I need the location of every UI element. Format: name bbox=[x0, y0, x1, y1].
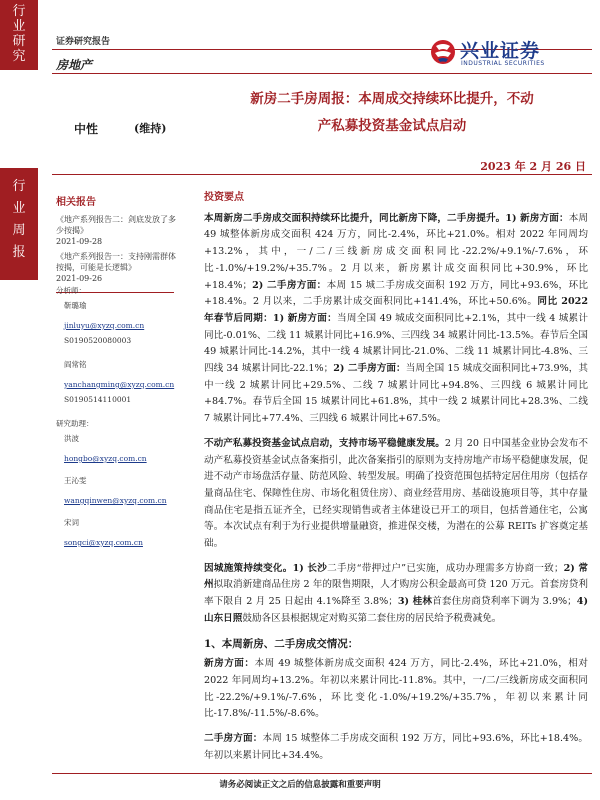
assistant-entry bbox=[56, 475, 176, 505]
footer-divider bbox=[52, 773, 592, 774]
analyst-license: S0190520080003 bbox=[64, 336, 132, 345]
paragraph-second-hand: 二手房方面：本周 15 城整体二手房成交面积 192 万方，同比+93.6%，环比+18.4%。年初以来累计同比+34.4%。 bbox=[204, 733, 589, 761]
assistant-name: 洪波 bbox=[64, 434, 79, 443]
related-report-text: 《地产系列报告一：支持刚需群体按揭，可能是长逻辑》 bbox=[56, 252, 176, 272]
paragraph-policy: 因城施策持续变化。1) 长沙二手房“带押过户”已实施，成功办理需多方协商一致；2) 常州拟取消新建商品住房 2 年的限售期限，人才购房公积金最高可贷 120 万元。首套房贷利率下限自 2 月 25 日起由 4.1%降至 3.8%；3) 桂林首套住房商贷利率下调为 3.9%；4) 山东日照鼓励各区县根据规定对购买第二套住房的居民给予税费减免。 bbox=[204, 562, 589, 624]
assistant-email-link[interactable]: hongbo@xyzq.com.cn bbox=[64, 454, 147, 463]
assistant-email-link[interactable]: songci@xyzq.com.cn bbox=[64, 538, 143, 547]
title-divider bbox=[52, 174, 592, 175]
analyst-email-link[interactable]: yanchangming@xyzq.com.cn bbox=[64, 380, 175, 389]
side-band-mid-label: 行 业 周 报 bbox=[12, 179, 26, 260]
assistant-name: 宋词 bbox=[64, 518, 79, 527]
related-report-date: 2021-09-28 bbox=[56, 237, 103, 246]
side-band bbox=[0, 0, 38, 800]
related-reports-title: 相关报告 bbox=[56, 197, 96, 208]
related-report-item[interactable] bbox=[56, 214, 176, 247]
assistant-name: 王沁雯 bbox=[64, 476, 87, 485]
paragraph-transactions: 本周新房二手房成交面积持续环比提升，同比新房下降，二手房提升。1) 新房方面：本周 49 城整体新房成交面积 424 万方，同比-2.4%，环比+21.0%。相对 2022 年同周均+13.2%，其中，一/二/三线新房成交面积同比-22.2%/+9.1%/-7.6%，环比-1.0%/+19.2%/+35.7%。2 月以来，新房累计成交面积同比+30.9%，环比+18.4%；2) 二手房方面：本周 15 城二手房成交面积 192 万方，同比+93.6%，环比+18.4%。2 月以来，二手房累计成交面积同比+141.4%，环比+50.6%。同比 2022 年春节后同期：1) 新房方面：当周全国 49 城成交面积同比+2.1%，其中一线 4 城累计同比-0.01%、二线 11 城累计同比+16.9%、三四线 34 城累计同比-13.5%。春节后全国 49 城累计同比-14.2%，其中一线 4 城累计同比-21.0%、二线 11 城累计同比-4.8%、三四线 34 城累计同比-22.1%；2) 二手房方面：当周全国 15 城成交面积同比+73.9%，其中一线 2 城累计同比+29.5%、二线 7 城累计同比+94.8%、三四线 6 城累计同比+84.7%。春节后全国 15 城累计同比+61.8%，其中一线 2 城累计同比+28.3%、二线 7 城累计同比+77.4%、三四线 6 城累计同比+67.5%。 bbox=[204, 212, 589, 425]
analyst-license: S0190514110001 bbox=[64, 395, 132, 404]
rating-label: 中性 bbox=[74, 122, 99, 136]
analyst-list bbox=[56, 283, 176, 559]
report-date: 2023 年 2 月 26 日 bbox=[480, 160, 586, 173]
assistant-list bbox=[56, 433, 176, 547]
analyst-entry bbox=[56, 359, 176, 404]
logo-name: 兴业证券 bbox=[460, 40, 541, 62]
section-title: 投资要点 bbox=[204, 192, 244, 203]
company-logo bbox=[430, 36, 590, 76]
analyst-role-label: 分析师： bbox=[56, 286, 86, 295]
paragraph-new-homes: 新房方面：本周 49 城整体新房成交面积 424 万方，同比-2.4%，环比+21.0%，相对 2022 年同周均+13.2%。年初以来累计同比-11.8%。其中，一/二/三线新房成交面积同比-22.2%/+9.1%/-7.6%，环比变化-1.0%/+19.2%/+35.7%，年初以来累计同比-17.8%/-11.5%/-8.6%。 bbox=[204, 658, 589, 720]
footer-disclaimer: 请务必阅读正文之后的信息披露和重要声明 bbox=[219, 780, 381, 790]
analyst-name: 阎常铭 bbox=[64, 360, 87, 369]
industrial-securities-logo-icon bbox=[430, 38, 456, 68]
analyst-email-link[interactable]: jinluyu@xyzq.com.cn bbox=[64, 321, 145, 330]
assistant-entry bbox=[56, 433, 176, 463]
title-line-1: 新房二手房周报：本周成交持续环比提升，不动 bbox=[250, 91, 534, 107]
sector-label: 房地产 bbox=[56, 58, 93, 72]
subsection-title: 1、本周新房、二手房成交情况： bbox=[204, 637, 359, 650]
rating-status: (维持) bbox=[134, 122, 167, 135]
related-report-text: 《地产系列报告二：剑底发放了多少按揭》 bbox=[56, 215, 176, 235]
paragraph-private-fund: 不动产私募投资基金试点启动，支持市场平稳健康发展。2 月 20 日中国基金业协会发布不动产私募投资基金试点备案指引，此次备案指引的原则为支持房地产市场平稳健康发展，促进不动产市场盘活存量、防范风险、转型发展。明确了投资范围包括特定居住用房（包括存量商品住宅、保障性住房、市场化租赁住房）、商业经营用房、基础设施项目等，其中存量商品住宅是指五证齐全，已经实现销售或者主体建设已开工的项目，包括普通住宅，公寓等。本次试点有利于为行业提供增量融资，推进保交楼，为潜在的公募 REITs 扩容奠定基础。 bbox=[204, 437, 589, 550]
analyst-name: 靳璐瑜 bbox=[64, 301, 87, 310]
report-title bbox=[196, 86, 588, 140]
assistant-role-label: 研究助理： bbox=[56, 419, 94, 428]
assistant-entry bbox=[56, 517, 176, 547]
logo-english-name: INDUSTRIAL SECURITIES bbox=[461, 60, 545, 67]
related-report-date: 2021-09-26 bbox=[56, 274, 103, 283]
related-reports bbox=[56, 193, 176, 293]
title-line-2: 产私募投资基金试点启动 bbox=[317, 118, 467, 134]
main-content bbox=[204, 190, 588, 773]
assistant-email-link[interactable]: wangqinwen@xyzq.com.cn bbox=[64, 496, 167, 505]
side-band-top-label: 行 业 研 究 bbox=[12, 4, 26, 64]
report-type: 证券研究报告 bbox=[56, 37, 111, 47]
related-report-item[interactable] bbox=[56, 251, 176, 284]
analyst-entry bbox=[56, 300, 176, 345]
